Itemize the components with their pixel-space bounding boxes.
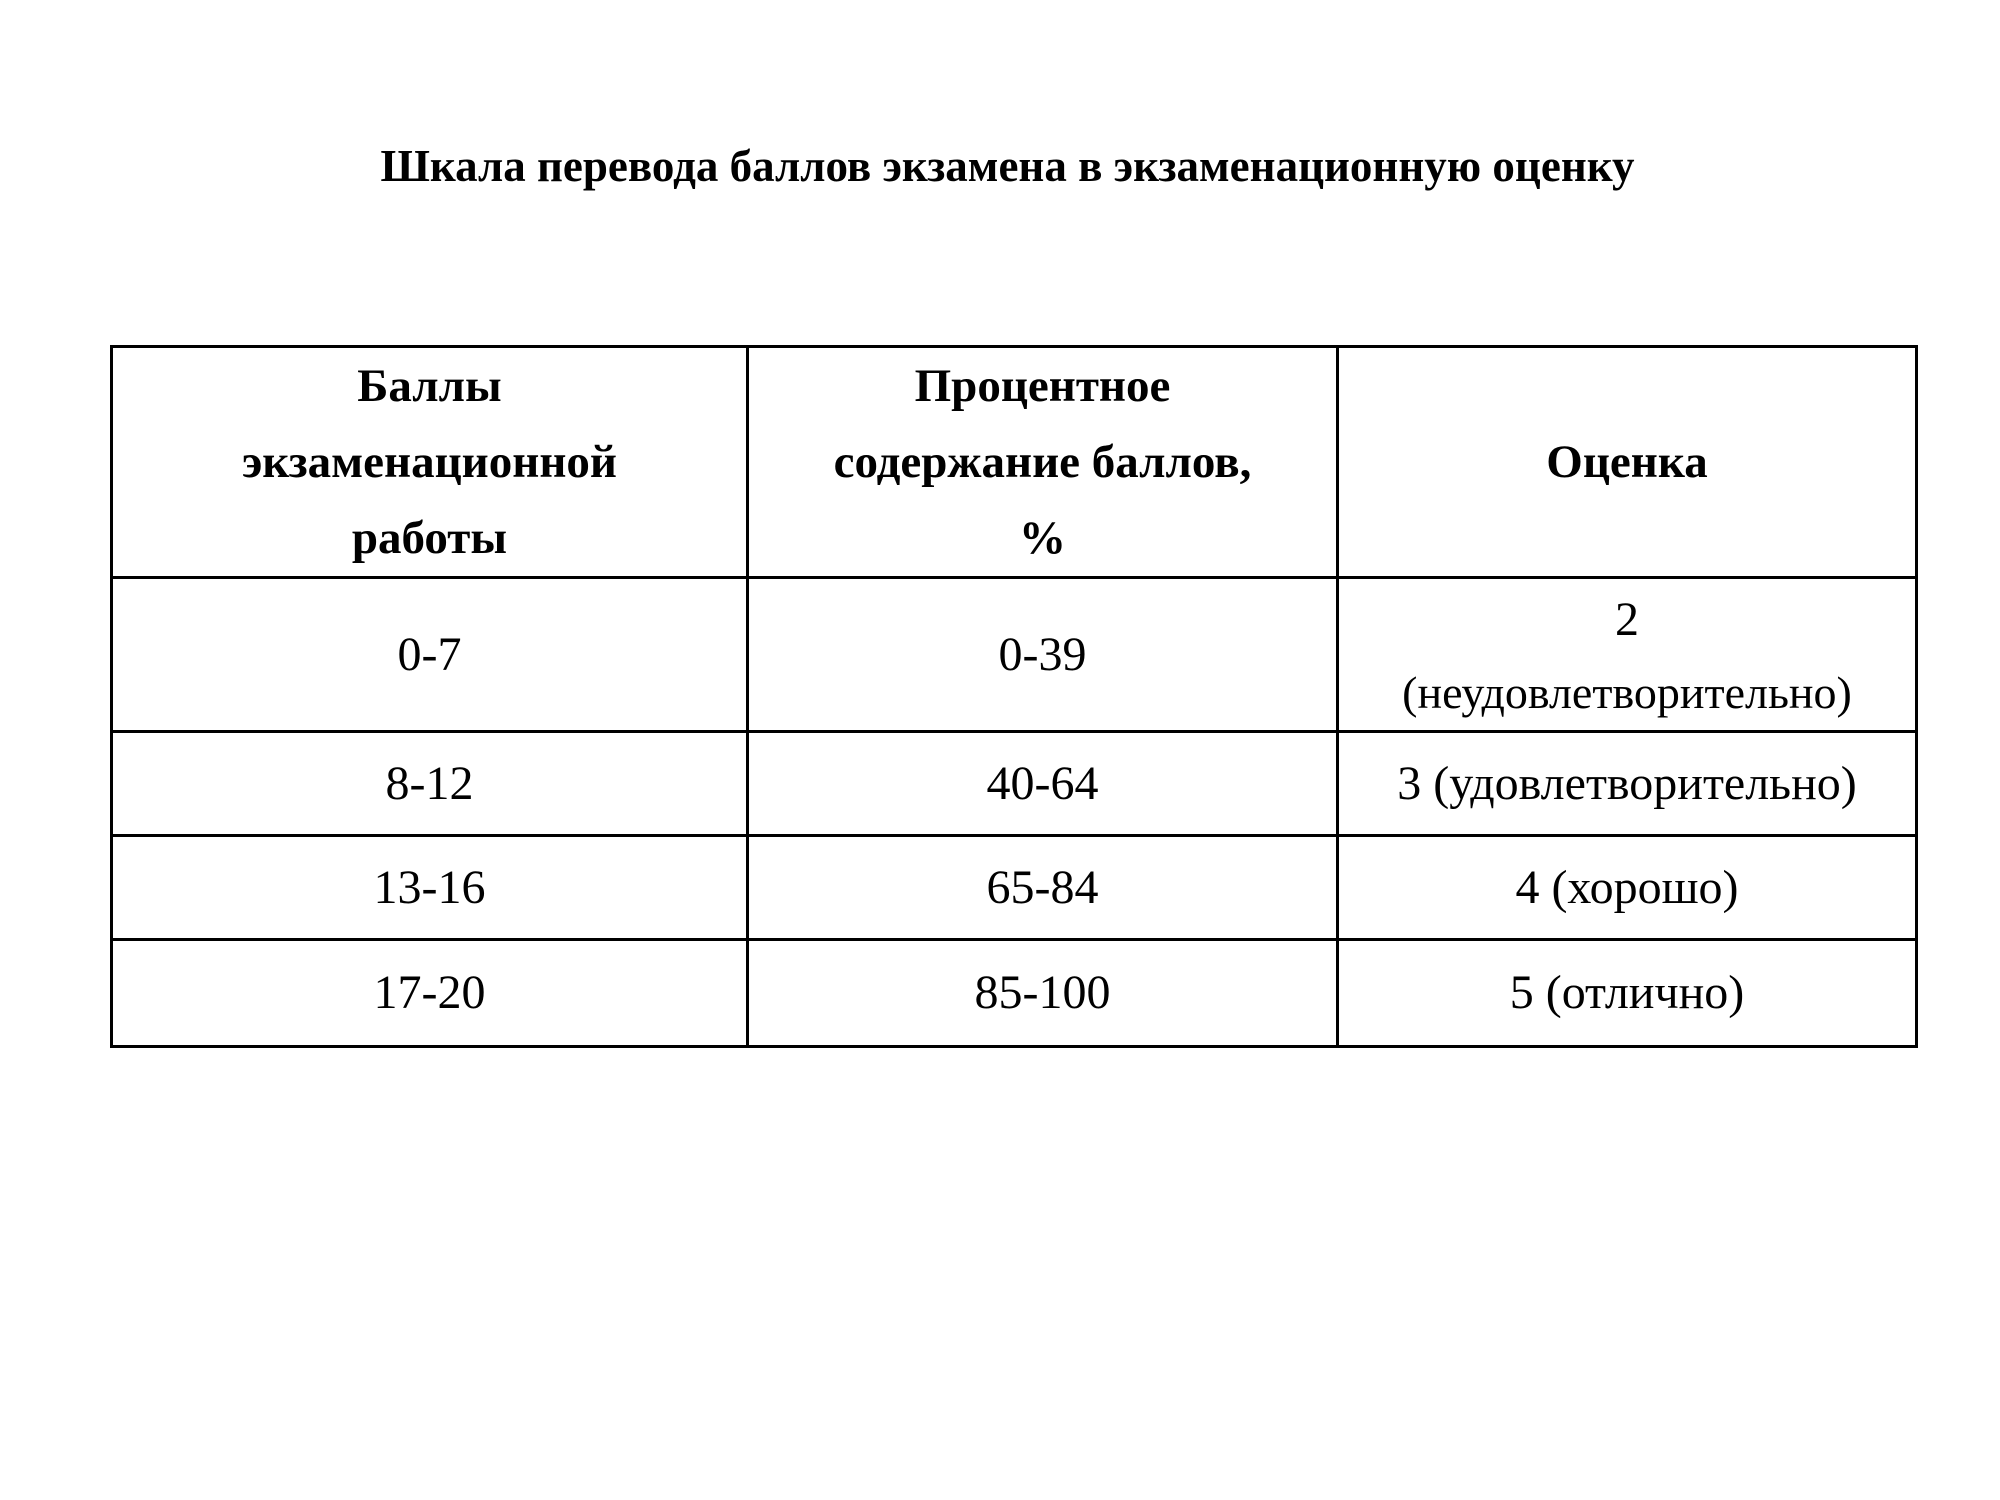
table-row	[112, 732, 1917, 836]
table-header-row	[112, 347, 1917, 578]
header-points-line: Баллы	[357, 360, 502, 412]
cell-points: 17-20	[112, 940, 748, 1047]
header-points	[112, 347, 748, 578]
header-percent	[748, 347, 1338, 578]
header-percent-line: содержание баллов,	[833, 436, 1252, 488]
cell-grade: 5 (отлично)	[1338, 940, 1917, 1047]
cell-percent: 65-84	[748, 836, 1338, 940]
header-grade	[1338, 347, 1917, 578]
cell-points: 0-7	[112, 578, 748, 732]
cell-percent: 40-64	[748, 732, 1338, 836]
header-percent-line: Процентное	[914, 360, 1171, 412]
grade-value: 2	[1615, 592, 1639, 646]
header-points-line: экзаменационной	[241, 436, 617, 488]
cell-grade: 3 (удовлетворительно)	[1338, 732, 1917, 836]
header-points-line: работы	[351, 512, 508, 564]
page-title: Шкала перевода баллов экзамена в экзаменационную оценку	[380, 141, 1635, 191]
score-conversion-table	[110, 345, 1918, 1048]
cell-grade	[1338, 578, 1917, 732]
cell-points: 8-12	[112, 732, 748, 836]
header-grade-line: Оценка	[1546, 436, 1708, 488]
cell-percent: 85-100	[748, 940, 1338, 1047]
table-row	[112, 578, 1917, 732]
table-row	[112, 940, 1917, 1047]
cell-percent: 0-39	[748, 578, 1338, 732]
table-row	[112, 836, 1917, 940]
grade-description: (неудовлетворительно)	[1402, 666, 1852, 718]
cell-grade: 4 (хорошо)	[1338, 836, 1917, 940]
header-percent-line: %	[1019, 512, 1066, 564]
cell-points: 13-16	[112, 836, 748, 940]
